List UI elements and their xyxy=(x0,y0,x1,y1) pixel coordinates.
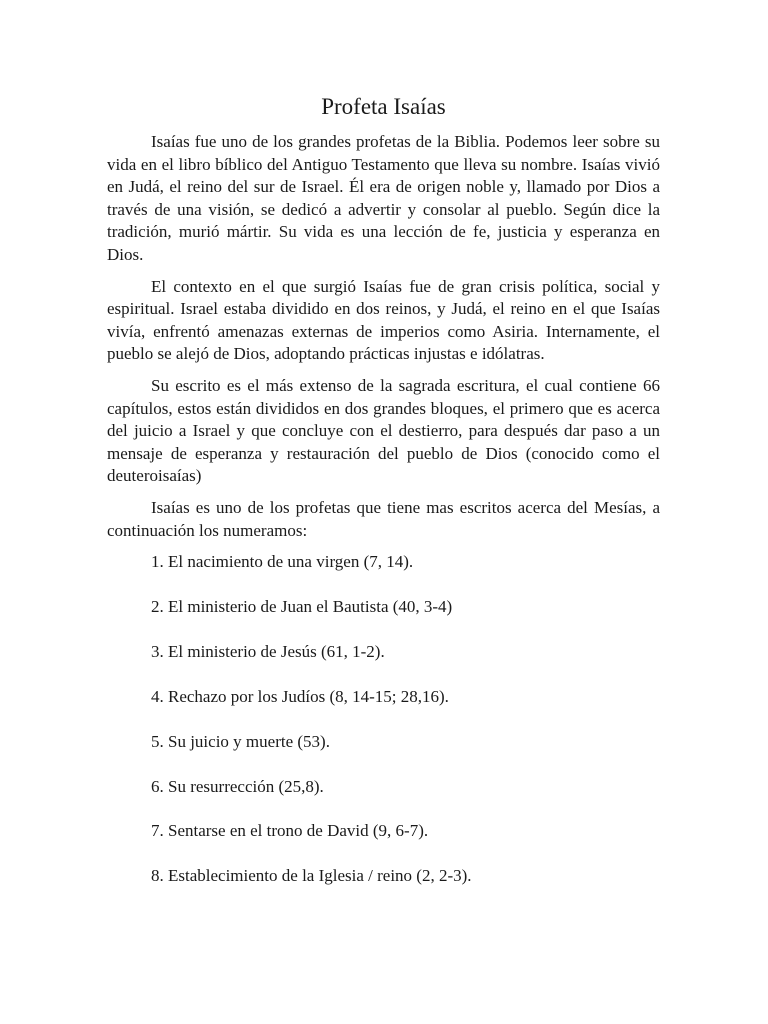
prophecy-list xyxy=(107,551,660,888)
list-item: 1. El nacimiento de una virgen (7, 14). xyxy=(151,552,414,572)
list-item: 2. El ministerio de Juan el Bautista (40, 3-4) xyxy=(151,596,453,616)
paragraph-writing: Su escrito es el más extenso de la sagrada escritura, el cual contiene 66 capítulos, estos están divididos en dos grandes bloques, el primero que es acerca del juicio a Israel y que concluye con el destierro, para después dar paso a un mensaje de esperanza y restauración del pueblo de Dios (conocido como el deuteroisaías) xyxy=(107,375,660,486)
document-title: Profeta Isaías xyxy=(321,94,446,119)
list-item: 7. Sentarse en el trono de David (9, 6-7). xyxy=(151,821,429,841)
list-item: 3. El ministerio de Jesús (61, 1-2). xyxy=(151,641,385,661)
paragraph-context: El contexto en el que surgió Isaías fue de gran crisis política, social y espiritual. Israel estaba dividido en dos reinos, y Judá, el reino en el que Isaías vivía, enfrentó amenazas externas de imperios como Asiria. Internamente, el pueblo se alejó de Dios, adoptando prácticas injustas e idólatras. xyxy=(107,276,660,364)
list-item: 5. Su juicio y muerte (53). xyxy=(151,731,330,751)
list-item: 4. Rechazo por los Judíos (8, 14-15; 28,16). xyxy=(151,686,449,706)
list-item: 8. Establecimiento de la Iglesia / reino (2, 2-3). xyxy=(151,866,472,886)
list-item: 6. Su resurrección (25,8). xyxy=(151,776,324,796)
paragraph-messiah-intro: Isaías es uno de los profetas que tiene mas escritos acerca del Mesías, a continuación los numeramos: xyxy=(107,497,660,540)
paragraph-intro: Isaías fue uno de los grandes profetas de la Biblia. Podemos leer sobre su vida en el libro bíblico del Antiguo Testamento que lleva su nombre. Isaías vivió en Judá, el reino del sur de Israel. Él era de origen noble y, llamado por Dios a través de una visión, se dedicó a advertir y consolar al pueblo. Según dice la tradición, murió mártir. Su vida es una lección de fe, justicia y esperanza en Dios. xyxy=(107,132,660,264)
document-page xyxy=(107,92,660,910)
